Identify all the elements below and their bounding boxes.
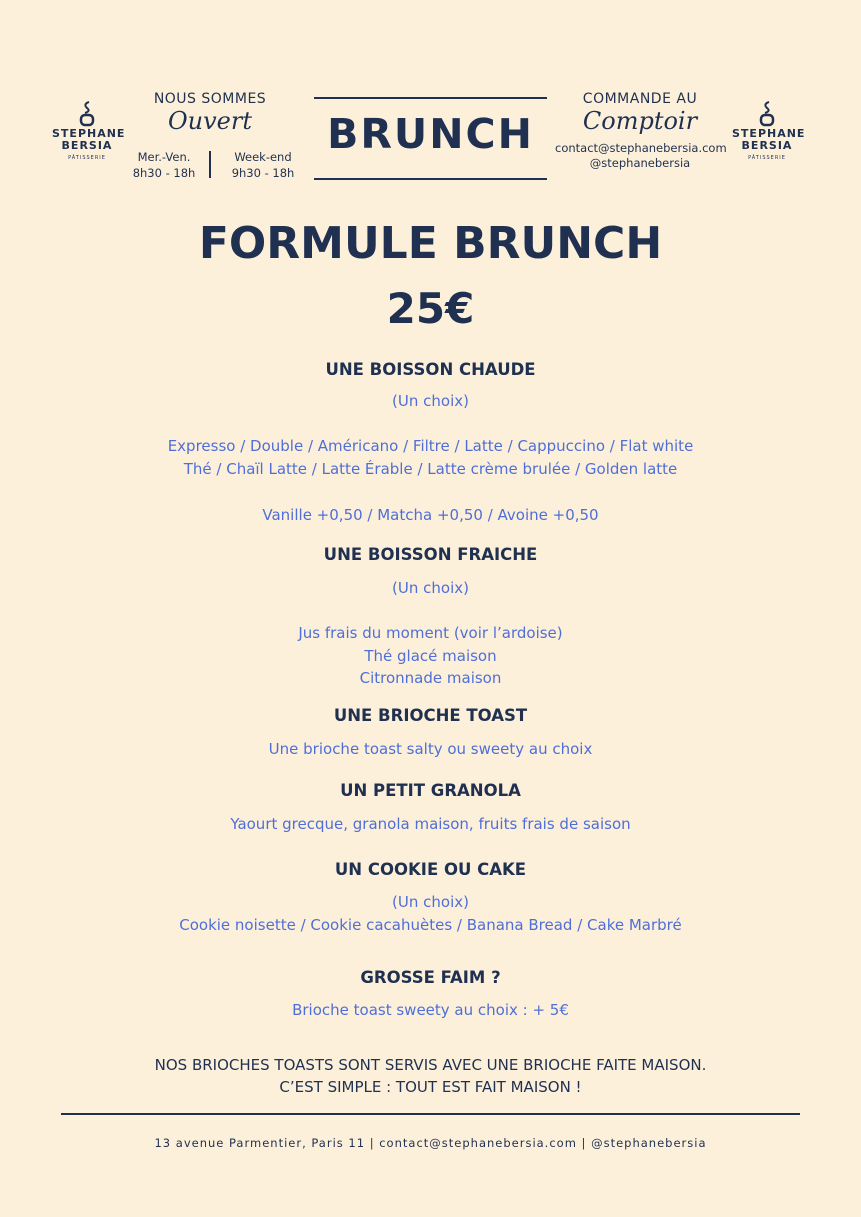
open-hours-block — [125, 91, 295, 135]
open-label: NOUS SOMMES — [153, 91, 267, 107]
page-title: BRUNCH — [327, 110, 534, 158]
whisk-logo-icon — [79, 100, 95, 128]
logo-right — [732, 100, 806, 161]
weekend-time: 9h30 - 18h — [231, 166, 295, 180]
order-email[interactable]: contact@stephanebersia.com — [555, 141, 727, 155]
formule-price: 25€ — [386, 284, 475, 333]
cold-drink-choice: (Un choix) — [392, 579, 469, 597]
section-title-cold-drink: UNE BOISSON FRAICHE — [323, 545, 538, 564]
cookie-choice: (Un choix) — [392, 893, 469, 911]
cookie-line1: Cookie noisette / Cookie cacahuètes / Banana Bread / Cake Marbré — [179, 916, 682, 934]
weekday-time: 8h30 - 18h — [132, 166, 196, 180]
order-script: Comptoir — [582, 107, 698, 135]
footer-divider — [61, 1113, 800, 1115]
logo-name-line2: BERSIA — [61, 139, 113, 152]
hours-divider — [209, 151, 211, 178]
weekend-hours — [222, 149, 304, 181]
whisk-logo-icon — [759, 100, 775, 128]
logo-left — [52, 100, 126, 161]
cold-drink-line2: Thé glacé maison — [364, 647, 497, 665]
order-block — [555, 91, 725, 171]
hot-drink-line1: Expresso / Double / Américano / Filtre / Latte / Cappuccino / Flat white — [167, 437, 694, 455]
cold-drink-line3: Citronnade maison — [359, 669, 502, 687]
house-note-line1: NOS BRIOCHES TOASTS SONT SERVIS AVEC UNE BRIOCHE FAITE MAISON. — [154, 1056, 707, 1074]
hot-drink-extras: Vanille +0,50 / Matcha +0,50 / Avoine +0,50 — [262, 506, 599, 524]
logo-tagline: PÂTISSERIE — [68, 155, 106, 161]
order-label: COMMANDE AU — [582, 91, 698, 107]
logo-name-line1: STEPHANE — [732, 127, 806, 140]
open-script: Ouvert — [167, 107, 252, 135]
hungry-line1: Brioche toast sweety au choix : + 5€ — [292, 1001, 569, 1019]
hot-drink-choice: (Un choix) — [392, 392, 469, 410]
section-title-brioche: UNE BRIOCHE TOAST — [333, 706, 528, 725]
title-rule-top — [314, 97, 547, 99]
brioche-line1: Une brioche toast salty ou sweety au choix — [268, 740, 593, 758]
section-title-cookie: UN COOKIE OU CAKE — [334, 860, 527, 879]
weekend-label: Week-end — [234, 150, 292, 164]
weekday-label: Mer.-Ven. — [137, 150, 191, 164]
formule-title: FORMULE BRUNCH — [198, 218, 663, 269]
weekday-hours — [124, 149, 204, 181]
section-title-granola: UN PETIT GRANOLA — [340, 781, 521, 800]
title-rule-bottom — [314, 178, 547, 180]
footer-address: 13 avenue Parmentier, Paris 11 | contact@stephanebersia.com | @stephanebersia — [154, 1136, 707, 1150]
section-title-hot-drink: UNE BOISSON CHAUDE — [325, 360, 536, 379]
house-note-line2: C’EST SIMPLE : TOUT EST FAIT MAISON ! — [279, 1078, 582, 1096]
hot-drink-line2: Thé / Chaïl Latte / Latte Érable / Latte crème brulée / Golden latte — [183, 460, 678, 478]
logo-name-line2: BERSIA — [741, 139, 793, 152]
order-handle[interactable]: @stephanebersia — [589, 156, 691, 170]
logo-tagline: PÂTISSERIE — [748, 155, 786, 161]
section-title-hungry: GROSSE FAIM ? — [360, 968, 501, 987]
cold-drink-line1: Jus frais du moment (voir l’ardoise) — [298, 624, 563, 642]
logo-name-line1: STEPHANE — [52, 127, 126, 140]
granola-line1: Yaourt grecque, granola maison, fruits frais de saison — [230, 815, 631, 833]
